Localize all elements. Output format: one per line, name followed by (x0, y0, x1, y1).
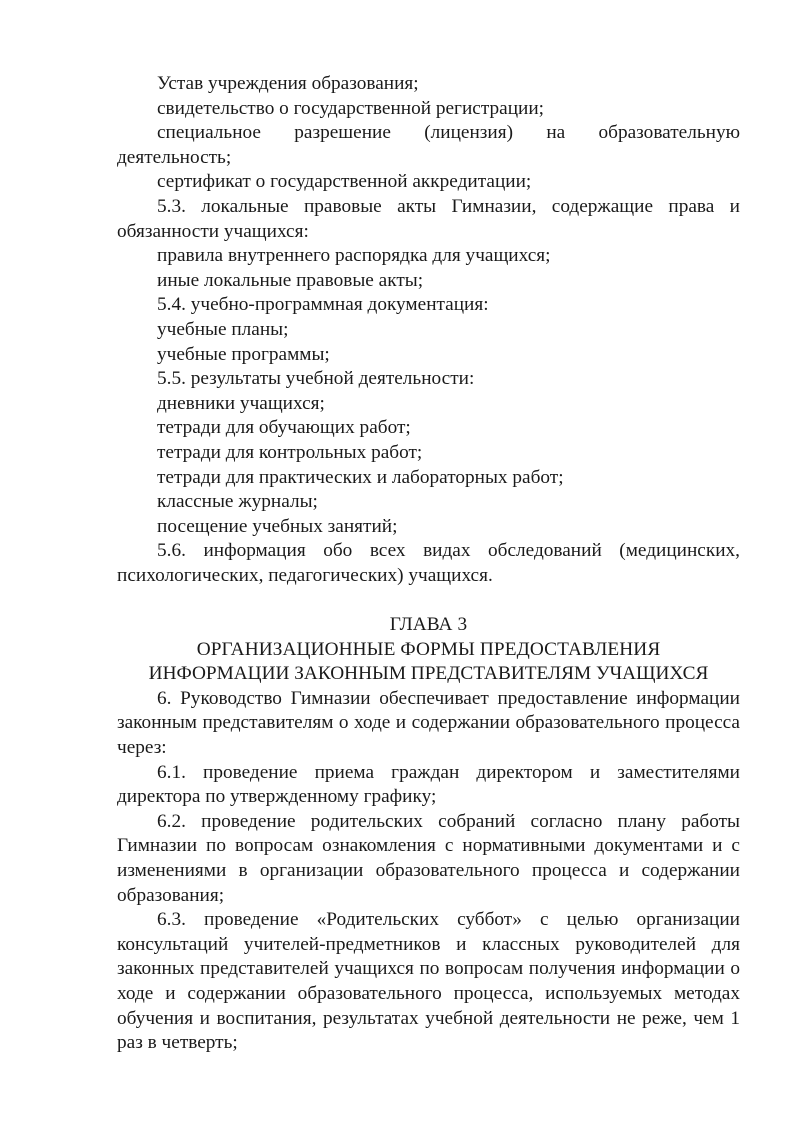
list-item: Устав учреждения образования; (157, 73, 419, 94)
chapter-title-line-1: ОРГАНИЗАЦИОННЫЕ ФОРМЫ ПРЕДОСТАВЛЕНИЯ (196, 638, 661, 660)
list-item: специальное разрешение (лицензия) на образовательную деятельность; (117, 122, 740, 168)
list-item: правила внутреннего распорядка для учащихся; (157, 245, 551, 267)
list-item: посещение учебных занятий; (157, 515, 398, 537)
list-item: тетради для практических и лабораторных работ; (157, 466, 564, 488)
clause-5-3: 5.3. локальные правовые акты Гимназии, содержащие права и обязанности учащихся: (117, 195, 740, 242)
clause-6-2: 6.2. проведение родительских собраний согласно плану работы Гимназии по вопросам ознакомления с нормативными документами и с изменениями в организации образовательного процесса и содержании образования; (117, 810, 740, 906)
chapter-number: ГЛАВА 3 (389, 614, 468, 636)
list-item: тетради для обучающих работ; (157, 417, 411, 439)
list-item: учебные планы; (157, 318, 289, 340)
list-item: сертификат о государственной аккредитации; (157, 171, 532, 193)
clause-5-4: 5.4. учебно-программная документация: (157, 294, 489, 316)
clause-5-5: 5.5. результаты учебной деятельности: (157, 368, 475, 390)
list-item: классные журналы; (157, 491, 318, 513)
list-item: дневники учащихся; (157, 392, 325, 414)
clause-6-1: 6.1. проведение приема граждан директором и заместителями директора по утвержденному графику; (117, 761, 740, 808)
list-item: тетради для контрольных работ; (157, 441, 423, 463)
chapter-heading (117, 588, 740, 686)
list-item: учебные программы; (157, 343, 330, 365)
clause-6-3: 6.3. проведение «Родительских суббот» с целью организации консультаций учителей-предметников и классных руководителей для законных представителей учащихся по вопросам получения информации о ходе и содержании образовательного процесса, используемых методах обучения и воспитания, результатах учебной деятельности не реже, чем 1 раз в четверть; (117, 909, 740, 1054)
clause-5-6: 5.6. информация обо всех видах обследований (медицинских, психологических, педагогических) учащихся. (117, 540, 740, 586)
chapter-title-line-2: ИНФОРМАЦИИ ЗАКОННЫМ ПРЕДСТАВИТЕЛЯМ УЧАЩИХСЯ (148, 663, 709, 685)
list-item: свидетельство о государственной регистрации; (157, 97, 545, 119)
clause-6: 6. Руководство Гимназии обеспечивает предоставление информации законным представителям о ходе и содержании образовательного процесса через: (117, 687, 740, 759)
list-item: иные локальные правовые акты; (157, 269, 424, 291)
text-column (117, 72, 740, 1056)
